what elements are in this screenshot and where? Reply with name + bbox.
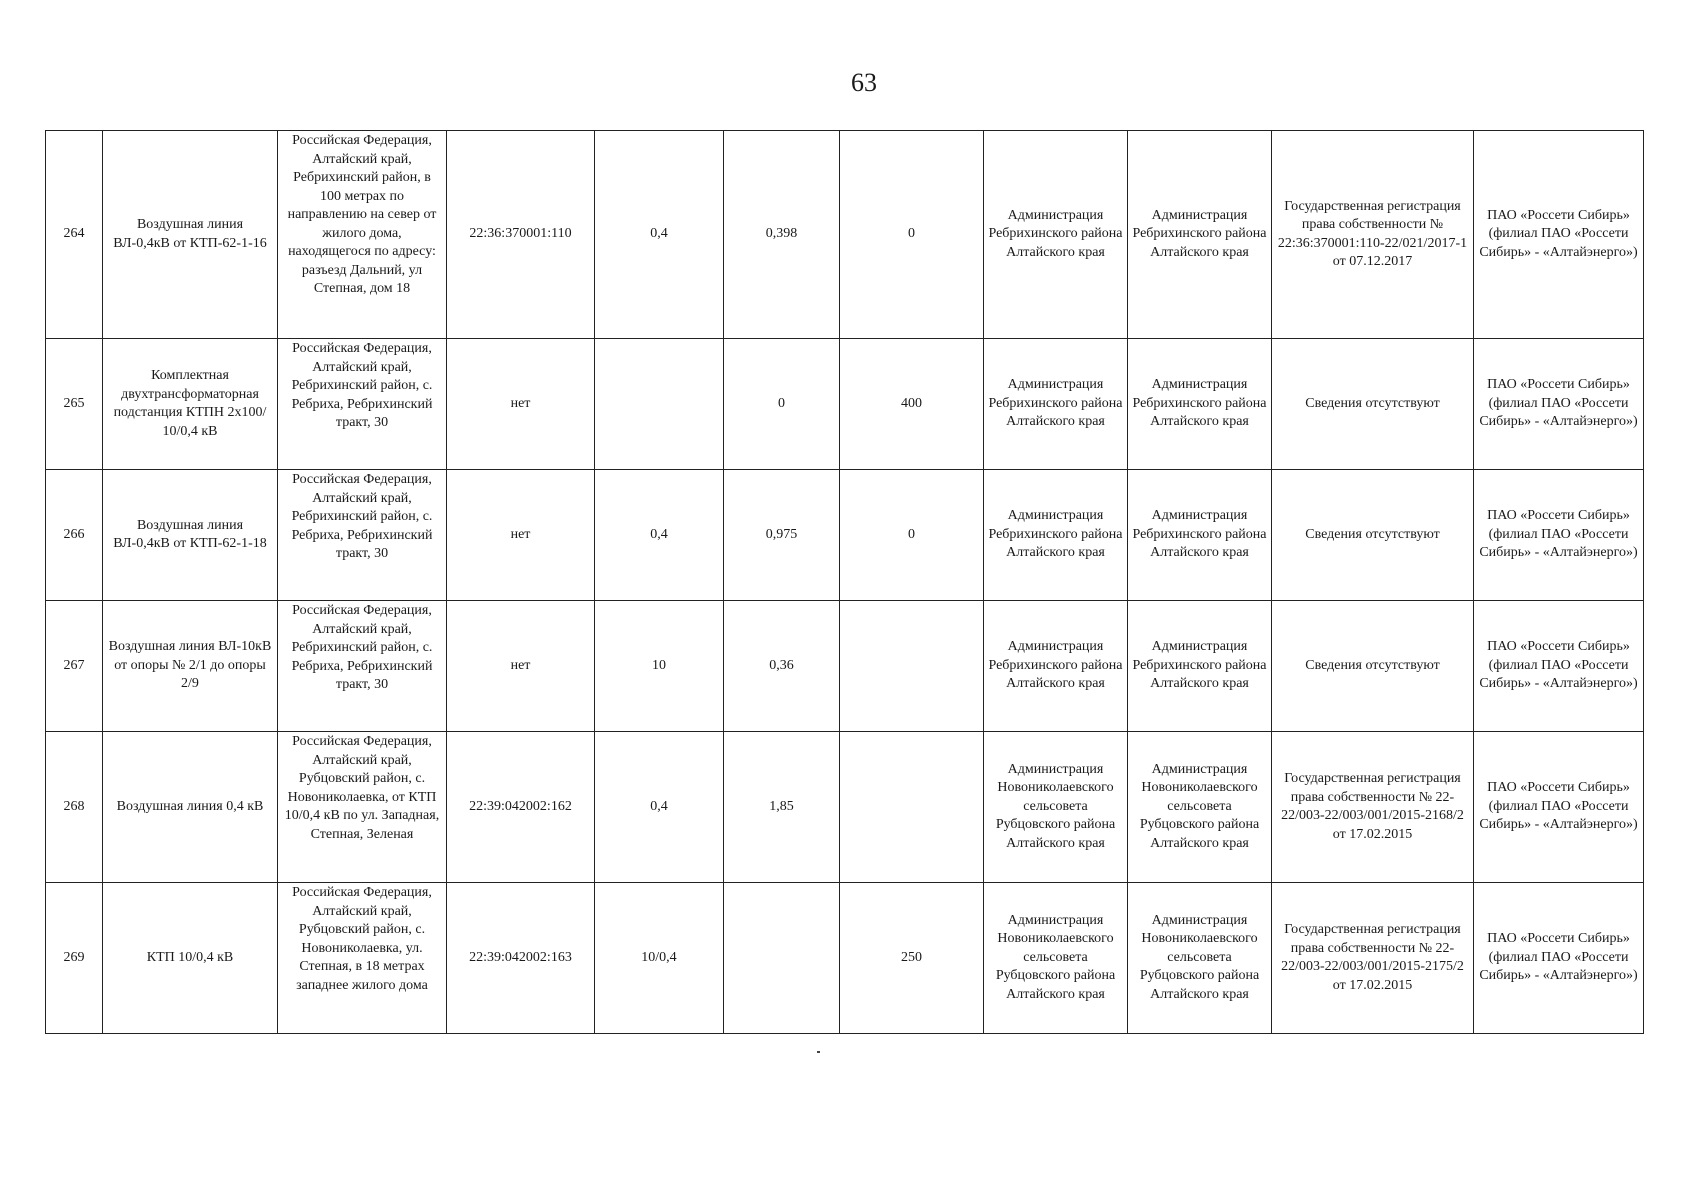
object-address: Российская Федерация, Алтайский край, Ребрихинский район, с. Ребриха, Ребрихинский тракт, 30 bbox=[278, 470, 447, 601]
object-address: Российская Федерация, Алтайский край, Ребрихинский район, с. Ребриха, Ребрихинский тракт, 30 bbox=[278, 339, 447, 470]
owner: ПАО «Россети Сибирь» (филиал ПАО «Россети Сибирь» - «Алтайэнерго») bbox=[1474, 601, 1644, 732]
registry-table bbox=[45, 130, 1644, 1034]
cadastral-number: 22:39:042002:163 bbox=[447, 883, 595, 1034]
owner: ПАО «Россети Сибирь» (филиал ПАО «Россети Сибирь» - «Алтайэнерго») bbox=[1474, 339, 1644, 470]
row-number: 266 bbox=[46, 470, 103, 601]
table-row bbox=[46, 131, 1644, 339]
row-number: 267 bbox=[46, 601, 103, 732]
cadastral-number: 22:39:042002:162 bbox=[447, 732, 595, 883]
voltage bbox=[595, 339, 724, 470]
owner: ПАО «Россети Сибирь» (филиал ПАО «Россети Сибирь» - «Алтайэнерго») bbox=[1474, 732, 1644, 883]
registration-info: Сведения отсутствуют bbox=[1272, 601, 1474, 732]
object-name: Воздушная линия 0,4 кВ bbox=[103, 732, 278, 883]
length bbox=[724, 883, 840, 1034]
row-number: 264 bbox=[46, 131, 103, 339]
power bbox=[840, 601, 984, 732]
administration-2: Администрация Ребрихинского района Алтайского края bbox=[1128, 601, 1272, 732]
administration-2: Администрация Ребрихинского района Алтайского края bbox=[1128, 470, 1272, 601]
length: 0,398 bbox=[724, 131, 840, 339]
length: 1,85 bbox=[724, 732, 840, 883]
object-name: Комплектная двухтрансформаторная подстанция КТПН 2х100/ 10/0,4 кВ bbox=[103, 339, 278, 470]
owner: ПАО «Россети Сибирь» (филиал ПАО «Россети Сибирь» - «Алтайэнерго») bbox=[1474, 131, 1644, 339]
object-name: Воздушная линия ВЛ-0,4кВ от КТП-62-1-18 bbox=[103, 470, 278, 601]
cadastral-number: нет bbox=[447, 601, 595, 732]
object-address: Российская Федерация, Алтайский край, Рубцовский район, с. Новониколаевка, от КТП 10/0,4 кВ по ул. Западная, Степная, Зеленая bbox=[278, 732, 447, 883]
power: 0 bbox=[840, 131, 984, 339]
row-number: 265 bbox=[46, 339, 103, 470]
object-name: КТП 10/0,4 кВ bbox=[103, 883, 278, 1034]
voltage: 0,4 bbox=[595, 131, 724, 339]
administration-2: Администрация Новониколаевского сельсовета Рубцовского района Алтайского края bbox=[1128, 883, 1272, 1034]
power bbox=[840, 732, 984, 883]
administration-2: Администрация Ребрихинского района Алтайского края bbox=[1128, 339, 1272, 470]
row-number: 268 bbox=[46, 732, 103, 883]
administration-1: Администрация Ребрихинского района Алтайского края bbox=[984, 131, 1128, 339]
power: 400 bbox=[840, 339, 984, 470]
administration-1: Администрация Новониколаевского сельсовета Рубцовского района Алтайского края bbox=[984, 732, 1128, 883]
cadastral-number: нет bbox=[447, 470, 595, 601]
administration-1: Администрация Ребрихинского района Алтайского края bbox=[984, 470, 1128, 601]
table-row bbox=[46, 732, 1644, 883]
administration-1: Администрация Новониколаевского сельсовета Рубцовского района Алтайского края bbox=[984, 883, 1128, 1034]
owner: ПАО «Россети Сибирь» (филиал ПАО «Россети Сибирь» - «Алтайэнерго») bbox=[1474, 470, 1644, 601]
page-number: 63 bbox=[851, 68, 877, 97]
power: 250 bbox=[840, 883, 984, 1034]
voltage: 10/0,4 bbox=[595, 883, 724, 1034]
voltage: 0,4 bbox=[595, 470, 724, 601]
length: 0,36 bbox=[724, 601, 840, 732]
administration-1: Администрация Ребрихинского района Алтайского края bbox=[984, 601, 1128, 732]
administration-2: Администрация Новониколаевского сельсовета Рубцовского района Алтайского края bbox=[1128, 732, 1272, 883]
registration-info: Государственная регистрация права собственности № 22:36:370001:110-22/021/2017-1 от 07.12.2017 bbox=[1272, 131, 1474, 339]
table-row bbox=[46, 601, 1644, 732]
cadastral-number: 22:36:370001:110 bbox=[447, 131, 595, 339]
administration-1: Администрация Ребрихинского района Алтайского края bbox=[984, 339, 1128, 470]
power: 0 bbox=[840, 470, 984, 601]
length: 0,975 bbox=[724, 470, 840, 601]
object-address: Российская Федерация, Алтайский край, Ребрихинский район, с. Ребриха, Ребрихинский тракт, 30 bbox=[278, 601, 447, 732]
table-row bbox=[46, 470, 1644, 601]
row-number: 269 bbox=[46, 883, 103, 1034]
cadastral-number: нет bbox=[447, 339, 595, 470]
registration-info: Государственная регистрация права собственности № 22-22/003-22/003/001/2015-2168/2 от 17.02.2015 bbox=[1272, 732, 1474, 883]
object-address: Российская Федерация, Алтайский край, Ребрихинский район, в 100 метрах по направлению на север от жилого дома, находящегося по адресу: разъезд Дальний, ул Степная, дом 18 bbox=[278, 131, 447, 339]
table-row bbox=[46, 883, 1644, 1034]
administration-2: Администрация Ребрихинского района Алтайского края bbox=[1128, 131, 1272, 339]
voltage: 10 bbox=[595, 601, 724, 732]
voltage: 0,4 bbox=[595, 732, 724, 883]
registration-info: Сведения отсутствуют bbox=[1272, 470, 1474, 601]
object-name: Воздушная линия ВЛ-10кВ от опоры № 2/1 до опоры 2/9 bbox=[103, 601, 278, 732]
owner: ПАО «Россети Сибирь» (филиал ПАО «Россети Сибирь» - «Алтайэнерго») bbox=[1474, 883, 1644, 1034]
object-name: Воздушная линия ВЛ-0,4кВ от КТП-62-1-16 bbox=[103, 131, 278, 339]
table-row bbox=[46, 339, 1644, 470]
registration-info: Сведения отсутствуют bbox=[1272, 339, 1474, 470]
length: 0 bbox=[724, 339, 840, 470]
registration-info: Государственная регистрация права собственности № 22-22/003-22/003/001/2015-2175/2 от 17.02.2015 bbox=[1272, 883, 1474, 1034]
object-address: Российская Федерация, Алтайский край, Рубцовский район, с. Новониколаевка, ул. Степная, в 18 метрах западнее жилого дома bbox=[278, 883, 447, 1034]
scan-speck bbox=[817, 1051, 820, 1053]
